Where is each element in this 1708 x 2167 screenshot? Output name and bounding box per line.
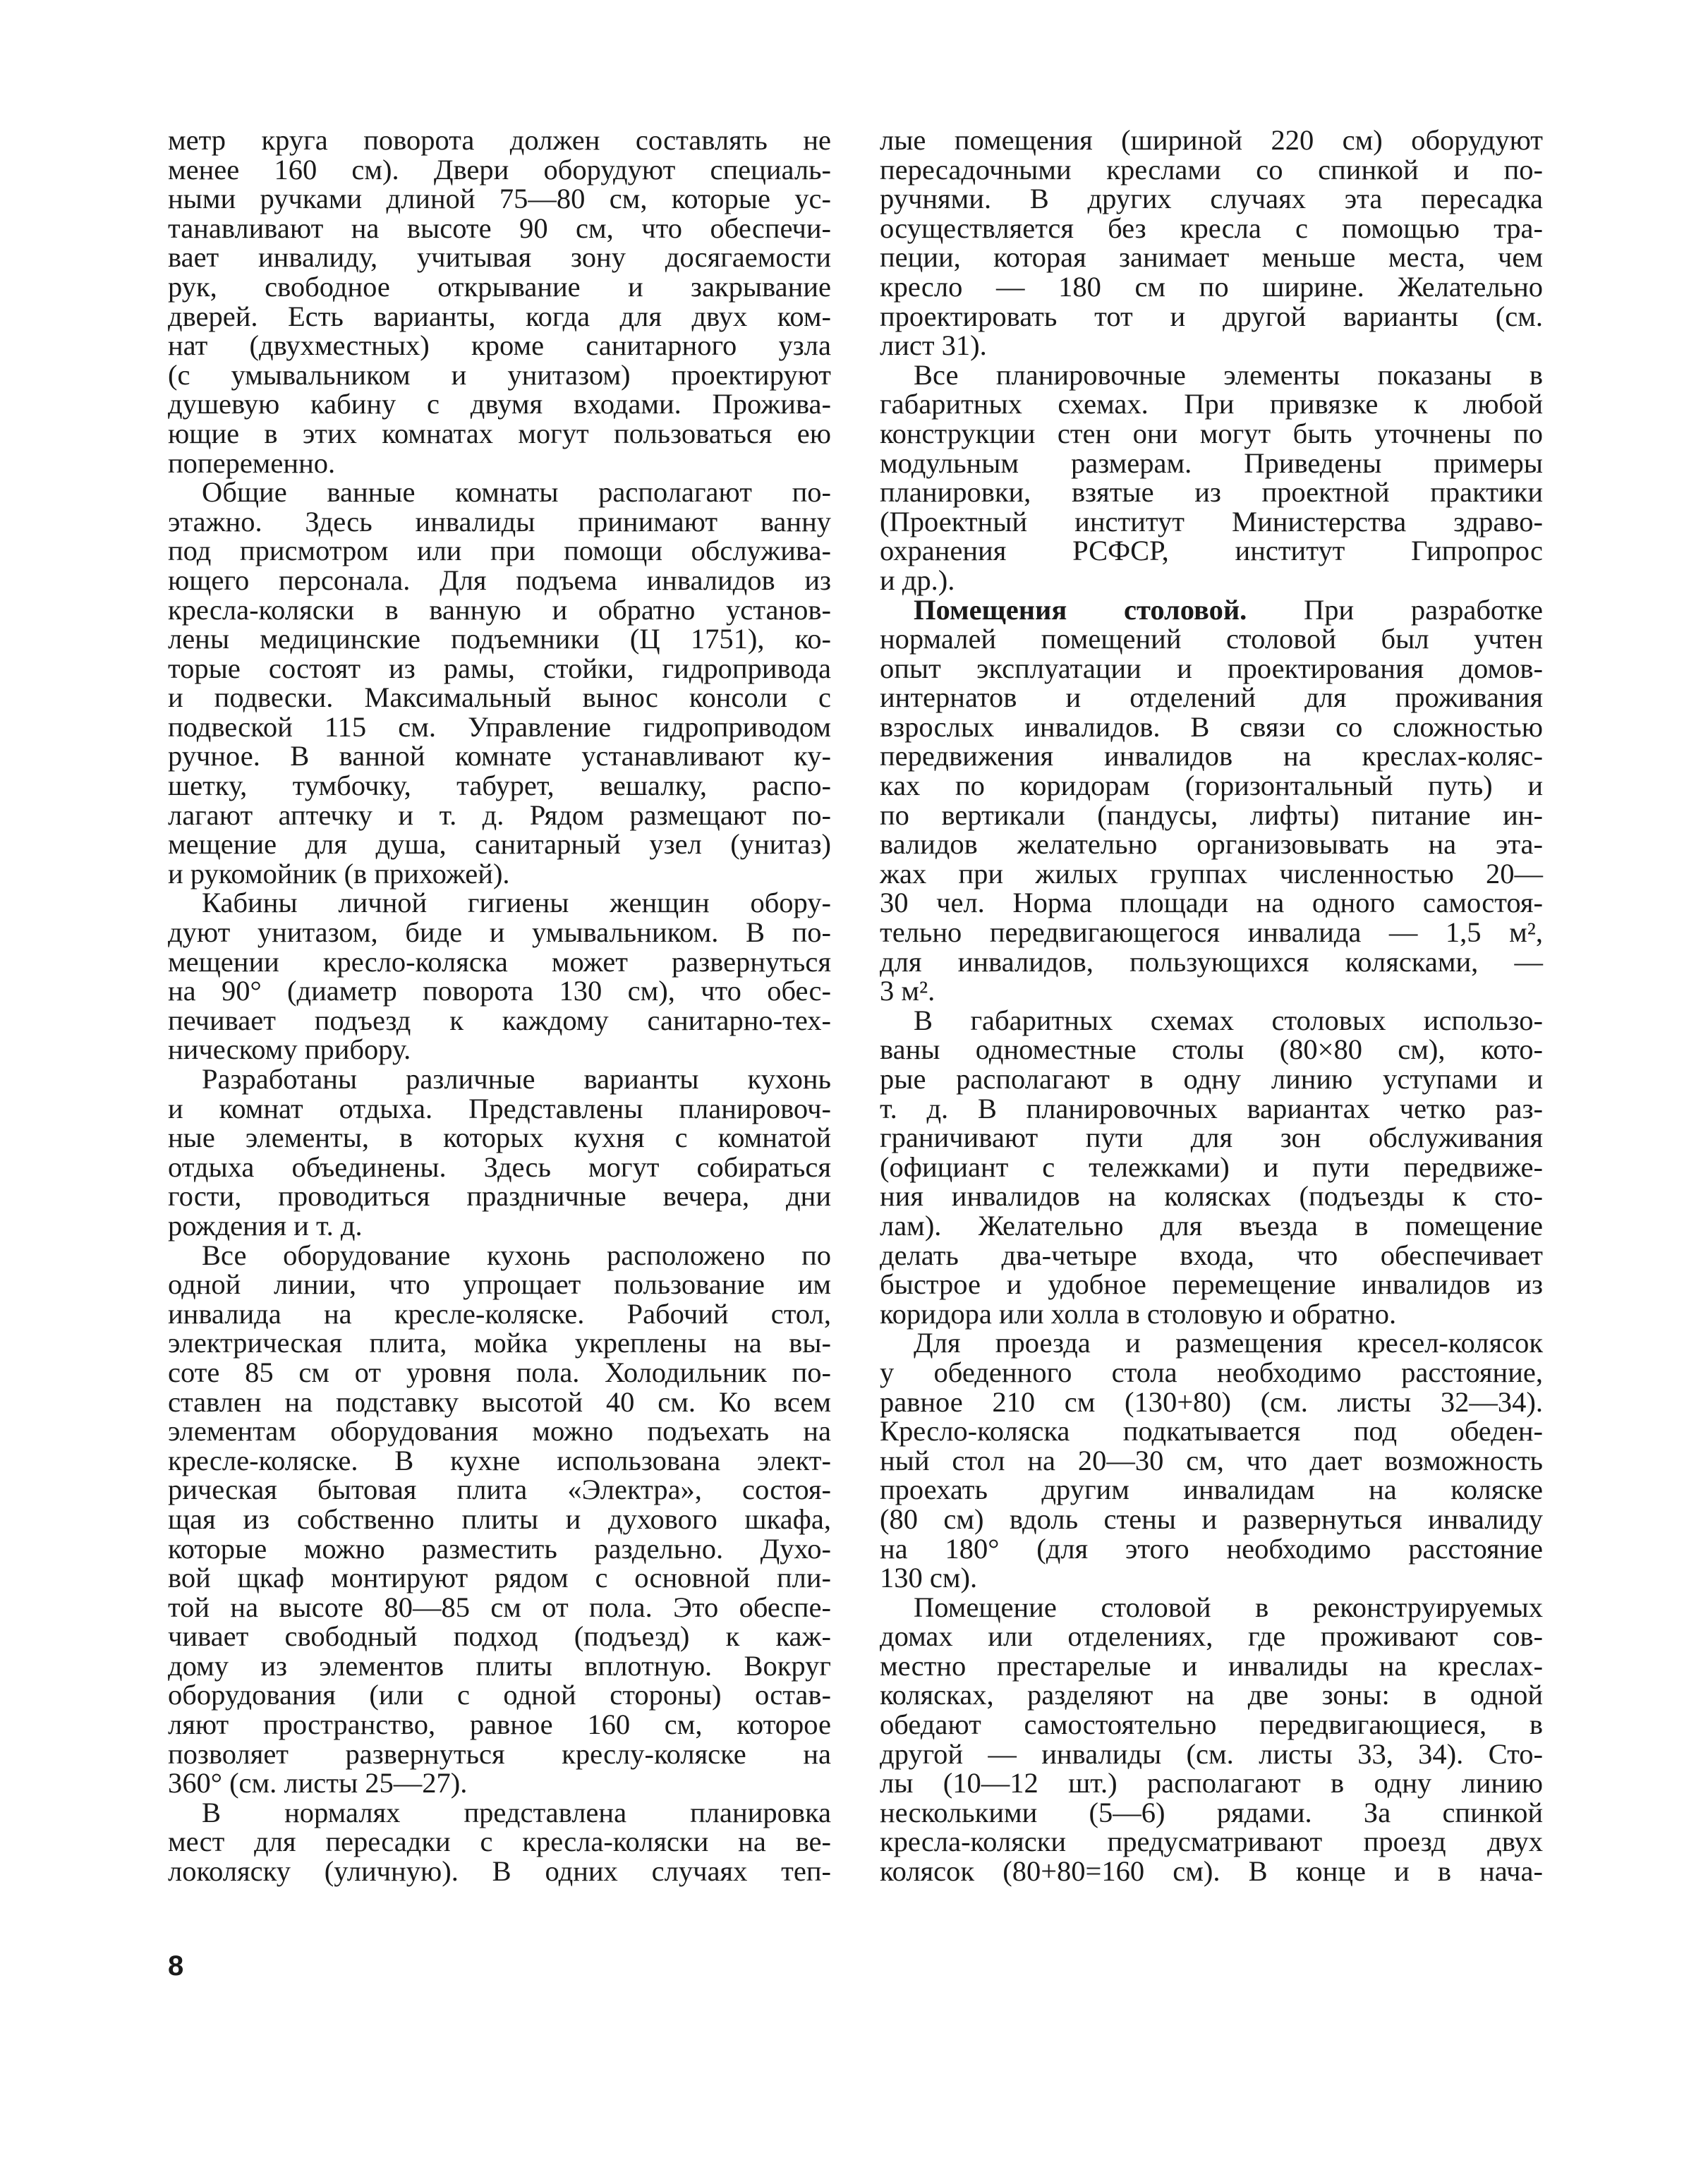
- text-line: нат (двухместных) кроме санитарного узла: [168, 329, 831, 362]
- text-line: тельно передвигающегося инвалида — 1,5 м²,: [880, 916, 1543, 949]
- text-line: и комнат отдыха. Представлены планировоч-: [168, 1092, 831, 1124]
- text-line: местно престарелые и инвалиды на креслах-: [880, 1649, 1543, 1682]
- text-line: на 90° (диаметр поворота 130 см), что обес-: [168, 975, 831, 1007]
- text-line: (80 см) вдоль стены и развернуться инвалиду: [880, 1503, 1543, 1535]
- text-line: той на высоте 80—85 см от пола. Это обеспе-: [168, 1591, 831, 1623]
- text-line: под присмотром или при помощи обслужива-: [168, 535, 831, 567]
- text-line: В габаритных схемах столовых использо-: [914, 1004, 1543, 1036]
- text-line: рук, свободное открывание и закрывание: [168, 270, 831, 303]
- text-line: Все планировочные элементы показаны в: [914, 358, 1543, 391]
- text-line: 30 чел. Норма площади на одного самостоя-: [880, 887, 1543, 919]
- text-line: обедают самостоятельно передвигающиеся, в: [880, 1708, 1543, 1741]
- text-line: ставлен на подставку высотой 40 см. Ко всем: [168, 1385, 831, 1418]
- text-line: оборудования (или с одной стороны) остав-: [168, 1679, 831, 1711]
- text-line: Общие ванные комнаты располагают по-: [202, 476, 831, 509]
- text-line: печивает подъезд к каждому санитарно-тех-: [168, 1004, 831, 1036]
- text-line: позволяет развернуться креслу-коляске на: [168, 1737, 831, 1770]
- text-line: подвеской 115 см. Управление гидроприводом: [168, 710, 831, 743]
- text-line: для инвалидов, пользующихся колясками, —: [880, 945, 1543, 978]
- text-line: ручное. В ванной комнате устанавливают ку-: [168, 740, 831, 772]
- text-line: Все оборудование кухонь расположено по: [202, 1239, 831, 1271]
- text-line: шетку, тумбочку, табурет, вешалку, распо-: [168, 770, 831, 802]
- text-line: торые состоят из рамы, стойки, гидропривода: [168, 652, 831, 684]
- text-line: Помещение столовой в реконструируемых: [914, 1591, 1543, 1623]
- text-line: кресло — 180 см по ширине. Желательно: [880, 270, 1543, 303]
- text-line: мещении кресло-коляска может развернуться: [168, 945, 831, 978]
- text-line: душевую кабину с двумя входами. Прожива-: [168, 388, 831, 420]
- text-line: менее 160 см). Двери оборудуют специаль-: [168, 153, 831, 186]
- text-line: дому из элементов плиты вплотную. Вокруг: [168, 1649, 831, 1682]
- text-line: 3 м².: [880, 975, 935, 1007]
- text-line: метр круга поворота должен составлять не: [168, 124, 831, 156]
- text-line: локоляску (уличную). В одних случаях теп-: [168, 1855, 831, 1888]
- text-line: ках по коридорам (горизонтальный путь) и: [880, 770, 1543, 802]
- text-line: колясках, разделяют на две зоны: в одной: [880, 1679, 1543, 1711]
- text-line: конструкции стен они могут быть уточнены по: [880, 417, 1543, 449]
- text-line: В нормалях представлена планировка: [202, 1796, 831, 1828]
- text-line: лист 31).: [880, 329, 987, 362]
- text-line: взрослых инвалидов. В связи со сложностью: [880, 710, 1543, 743]
- text-line: ваны одноместные столы (80×80 см), кото-: [880, 1033, 1543, 1066]
- text-line: (официант с тележками) и пути передвиже-: [880, 1151, 1543, 1183]
- text-line: ручнями. В других случаях эта пересадка: [880, 183, 1543, 215]
- text-line: электрическая плита, мойка укреплены на вы-: [168, 1327, 831, 1359]
- text-line: Кресло-коляска подкатывается под обеден-: [880, 1415, 1543, 1447]
- text-line: 130 см).: [880, 1562, 978, 1594]
- text-line: у обеденного стола необходимо расстояние,: [880, 1356, 1543, 1388]
- text-line: жах при жилых группах численностью 20—: [880, 857, 1543, 890]
- text-line: Разработаны различные варианты кухонь: [202, 1063, 831, 1095]
- text-line: и др.).: [880, 564, 955, 596]
- text-line: дверей. Есть варианты, когда для двух ком-: [168, 300, 831, 332]
- text-line: коридора или холла в столовую и обратно.: [880, 1297, 1397, 1330]
- text-line: (Проектный институт Министерства здраво-: [880, 505, 1543, 538]
- text-line: рическая бытовая плита «Электра», состоя-: [168, 1474, 831, 1506]
- text-line: танавливают на высоте 90 см, что обеспечи-: [168, 212, 831, 244]
- text-line: инвалида на кресле-коляске. Рабочий стол,: [168, 1297, 831, 1330]
- text-line: соте 85 см от уровня пола. Холодильник по-: [168, 1356, 831, 1388]
- text-line: несколькими (5—6) рядами. За спинкой: [880, 1796, 1543, 1828]
- text-line: ющего персонала. Для подъема инвалидов из: [168, 564, 831, 596]
- text-line: кресла-коляски предусматривают проезд двух: [880, 1826, 1543, 1858]
- text-line: рые располагают в одну линию уступами и: [880, 1063, 1543, 1095]
- text-line: Помещения столовой. При разработке: [914, 593, 1543, 626]
- section-heading: Помещения столовой.: [914, 593, 1247, 626]
- text-line: мест для пересадки с кресла-коляски на ве-: [168, 1826, 831, 1858]
- text-line: осуществляется без кресла с помощью тра-: [880, 212, 1543, 244]
- text-line: быстрое и удобное перемещение инвалидов из: [880, 1268, 1543, 1301]
- text-line: рождения и т. д.: [168, 1209, 363, 1242]
- page-number: 8: [168, 1950, 184, 1981]
- text-line: на 180° (для этого необходимо расстояние: [880, 1532, 1543, 1565]
- text-line: гости, проводиться праздничные вечера, дни: [168, 1180, 831, 1213]
- text-line: равное 210 см (130+80) (см. листы 32—34).: [880, 1385, 1543, 1418]
- text-line: кресле-коляске. В кухне использована элект-: [168, 1444, 831, 1476]
- text-line: габаритных схемах. При привязке к любой: [880, 388, 1543, 420]
- text-line: интернатов и отделений для проживания: [880, 681, 1543, 714]
- text-line: по вертикали (пандусы, лифты) питание ин-: [880, 799, 1543, 831]
- text-line: Кабины личной гигиены женщин обору-: [202, 887, 831, 919]
- text-line: нормалей помещений столовой был учтен: [880, 623, 1543, 655]
- text-line: делать два-четыре входа, что обеспечивает: [880, 1239, 1543, 1271]
- right-text-column: [880, 126, 1543, 1886]
- text-line: которые можно разместить раздельно. Духо-: [168, 1532, 831, 1565]
- text-line: щая из собственно плиты и духового шкафа,: [168, 1503, 831, 1535]
- text-line: вой щкаф монтируют рядом с основной пли-: [168, 1562, 831, 1594]
- text-line: другой — инвалиды (см. листы 33, 34). Сто-: [880, 1737, 1543, 1770]
- text-line: пеции, которая занимает меньше места, чем: [880, 241, 1543, 274]
- text-line: ляют пространство, равное 160 см, которое: [168, 1708, 831, 1741]
- text-line: ными ручками длиной 75—80 см, которые ус-: [168, 183, 831, 215]
- text-line: и рукомойник (в прихожей).: [168, 857, 510, 890]
- text-line: и подвески. Максимальный вынос консоли с: [168, 681, 831, 714]
- text-line: модульным размерам. Приведены примеры: [880, 447, 1543, 479]
- text-line: домах или отделениях, где проживают сов-: [880, 1620, 1543, 1653]
- text-line: чивает свободный подход (подъезд) к каж-: [168, 1620, 831, 1653]
- text-line: ные элементы, в которых кухня с комнатой: [168, 1122, 831, 1154]
- text-line: этажно. Здесь инвалиды принимают ванну: [168, 505, 831, 538]
- text-line: лые помещения (шириной 220 см) оборудуют: [880, 124, 1543, 156]
- text-line: мещение для душа, санитарный узел (унитаз): [168, 828, 831, 861]
- text-line: валидов желательно организовывать на эта-: [880, 828, 1543, 861]
- text-line: кресла-коляски в ванную и обратно установ-: [168, 593, 831, 626]
- text-line: планировки, взятые из проектной практики: [880, 476, 1543, 509]
- text-line: отдыха объединены. Здесь могут собираться: [168, 1151, 831, 1183]
- text-line: опыт эксплуатации и проектирования домов-: [880, 652, 1543, 684]
- text-line: ническому прибору.: [168, 1033, 411, 1066]
- text-line: колясок (80+80=160 см). В конце и в нача-: [880, 1855, 1543, 1888]
- text-line: элементам оборудования можно подъехать на: [168, 1415, 831, 1447]
- text-line: (с умывальником и унитазом) проектируют: [168, 358, 831, 391]
- text-line: ния инвалидов на колясках (подъезды к сто-: [880, 1180, 1543, 1213]
- text-line: проектировать тот и другой варианты (см.: [880, 300, 1543, 332]
- text-line: проехать другим инвалидам на коляске: [880, 1474, 1543, 1506]
- text-line: охранения РСФСР, институт Гипропрос: [880, 535, 1543, 567]
- text-line: лагают аптечку и т. д. Рядом размещают по-: [168, 799, 831, 831]
- text-line: 360° (см. листы 25—27).: [168, 1767, 468, 1799]
- text-line: граничивают пути для зон обслуживания: [880, 1122, 1543, 1154]
- text-line: т. д. В планировочных вариантах четко раз-: [880, 1092, 1543, 1124]
- text-line: попеременно.: [168, 447, 336, 479]
- text-line: вает инвалиду, учитывая зону досягаемости: [168, 241, 831, 274]
- text-line: лены медицинские подъемники (Ц 1751), ко-: [168, 623, 831, 655]
- text-line: дуют унитазом, биде и умывальником. В по-: [168, 916, 831, 949]
- text-line: ющие в этих комнатах могут пользоваться ею: [168, 417, 831, 449]
- text-line: ный стол на 20—30 см, что дает возможность: [880, 1444, 1543, 1476]
- text-line: Для проезда и размещения кресел-колясок: [914, 1327, 1543, 1359]
- text-line: одной линии, что упрощает пользование им: [168, 1268, 831, 1301]
- text-line: пересадочными креслами со спинкой и по-: [880, 153, 1543, 186]
- text-line: передвижения инвалидов на креслах-коляс-: [880, 740, 1543, 772]
- text-line: лам). Желательно для въезда в помещение: [880, 1209, 1543, 1242]
- text-line: лы (10—12 шт.) располагают в одну линию: [880, 1767, 1543, 1799]
- left-text-column: [168, 126, 831, 1886]
